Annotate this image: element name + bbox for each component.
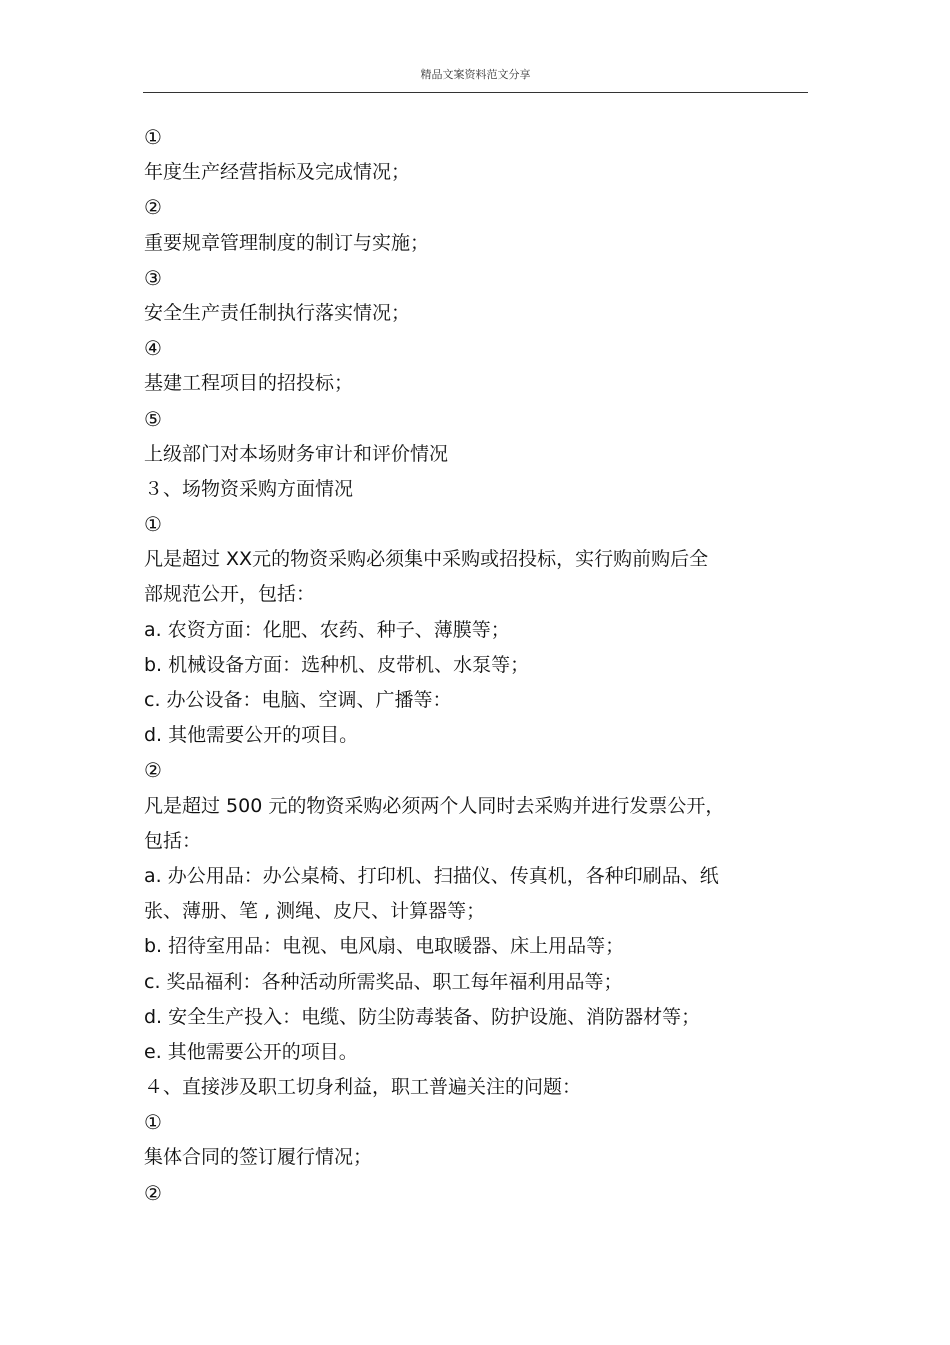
section-heading: ３、场物资采购方面情况 xyxy=(144,477,354,500)
text-line: 凡是超过 XX元的物资采购必须集中采购或招投标，实行购前购后全 xyxy=(144,548,709,571)
text-line: 凡是超过 500 元的物资采购必须两个人同时去采购并进行发票公开， xyxy=(144,794,725,817)
text-line: 重要规章管理制度的制订与实施； xyxy=(144,231,430,254)
text-line: 部规范公开，包括： xyxy=(144,583,316,606)
list-marker: ① xyxy=(144,512,162,537)
text-line: 基建工程项目的招投标； xyxy=(144,372,354,395)
section-heading: ４、直接涉及职工切身利益，职工普遍关注的问题： xyxy=(144,1076,582,1099)
document-body xyxy=(144,120,784,1211)
list-marker: ④ xyxy=(144,336,162,361)
page-header xyxy=(143,66,808,93)
text-line: b. 机械设备方面：选种机、皮带机、水泵等； xyxy=(144,653,530,676)
text-line: c. 办公设备：电脑、空调、广播等： xyxy=(144,689,452,711)
text-line: 集体合同的签订履行情况； xyxy=(144,1146,373,1169)
text-line: a. 农资方面：化肥、农药、种子、薄膜等； xyxy=(144,618,510,641)
text-line: b. 招待室用品：电视、电风扇、电取暖器、床上用品等； xyxy=(144,935,625,958)
text-line: 年度生产经营指标及完成情况； xyxy=(144,161,411,184)
text-line: 安全生产责任制执行落实情况； xyxy=(144,301,411,324)
text-line: a. 办公用品：办公桌椅、打印机、扫描仪、传真机，各种印刷品、纸 xyxy=(144,864,719,887)
text-line: d. 其他需要公开的项目。 xyxy=(144,724,359,747)
text-line: 包括： xyxy=(144,829,202,852)
list-marker: ② xyxy=(144,758,162,783)
text-line: 上级部门对本场财务审计和评价情况 xyxy=(144,442,449,465)
text-line: e. 其他需要公开的项目。 xyxy=(144,1040,358,1063)
text-line: d. 安全生产投入：电缆、防尘防毒装备、防护设施、消防器材等； xyxy=(144,1005,701,1028)
list-marker: ② xyxy=(144,195,162,220)
list-marker: ① xyxy=(144,1110,162,1135)
list-marker: ② xyxy=(144,1180,162,1205)
list-marker: ⑤ xyxy=(144,406,162,431)
list-marker: ③ xyxy=(144,265,162,290)
list-marker: ① xyxy=(144,125,162,149)
text-line: 张、薄册、笔 , 测绳、皮尺、计算器等； xyxy=(144,900,486,923)
header-title: 精品文案资料范文分享 xyxy=(420,68,531,81)
text-line: c. 奖品福利：各种活动所需奖品、职工每年福利用品等； xyxy=(144,970,623,993)
